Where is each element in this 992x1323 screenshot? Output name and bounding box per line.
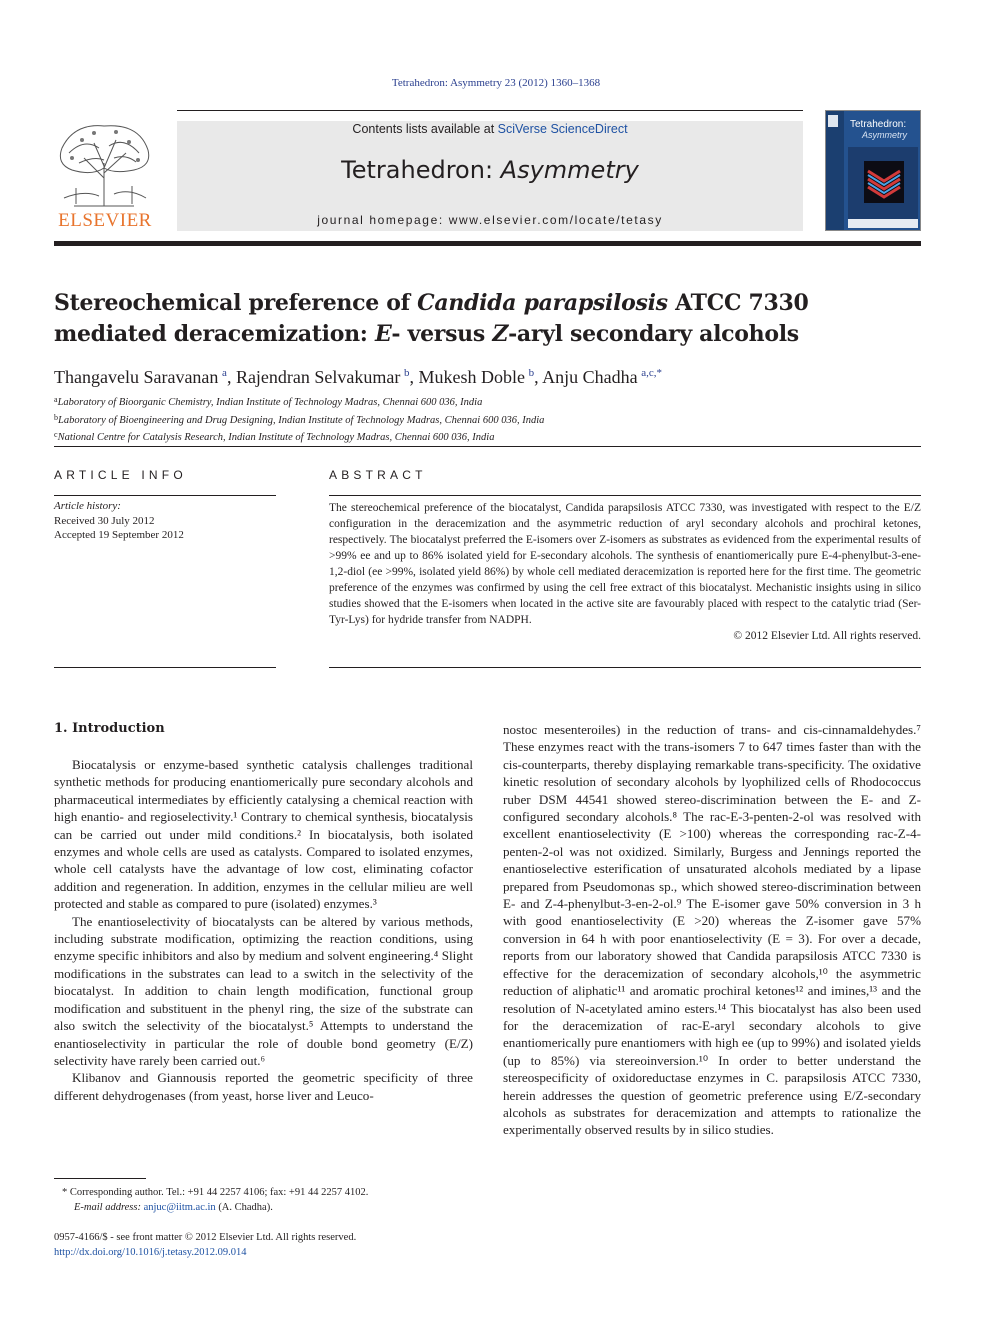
journal-name-italic: Asymmetry	[500, 156, 639, 184]
article-info-heading: ARTICLE INFO	[54, 468, 187, 482]
contents-line	[177, 121, 803, 137]
article-history	[54, 499, 276, 543]
author-affil-ref[interactable]: a,c,*	[641, 367, 662, 379]
intro-paragraph: Klibanov and Giannousis reported the geometric specificity of three different dehydrogenases (from yeast, horse liver and Leuco-	[54, 1070, 473, 1103]
affiliation-mark: c	[54, 430, 58, 439]
affiliation	[54, 393, 914, 411]
contents-prefix: Contents lists available at	[352, 122, 498, 136]
author-name[interactable]: Thangavelu Saravanan	[54, 367, 219, 387]
journal-name-main: Tetrahedron:	[341, 156, 501, 184]
title-part: - versus	[391, 321, 493, 347]
affiliation-rule	[54, 446, 921, 447]
journal-citation[interactable]: Tetrahedron: Asymmetry 23 (2012) 1360–1368	[391, 77, 601, 89]
email-line	[54, 1200, 474, 1215]
abstract-bottom-rule	[329, 667, 921, 668]
footnote-rule	[54, 1178, 146, 1179]
abstract-copyright: © 2012 Elsevier Ltd. All rights reserved.	[733, 630, 921, 642]
article-info-rule	[54, 495, 276, 496]
sciencedirect-link[interactable]: SciVerse ScienceDirect	[497, 122, 628, 136]
email-suffix: (A. Chadha).	[215, 1202, 273, 1213]
author-sep: ,	[226, 367, 236, 387]
doi-link[interactable]: http://dx.doi.org/10.1016/j.tetasy.2012.09.014	[54, 1247, 247, 1258]
affiliation	[54, 428, 914, 446]
affiliation-list	[54, 393, 914, 446]
header-rule	[177, 110, 803, 111]
email-link[interactable]: anjuc@iitm.ac.in	[143, 1202, 216, 1213]
author-sep: ,	[409, 367, 419, 387]
intro-heading: 1. Introduction	[54, 721, 165, 736]
cover-subtitle-text: Asymmetry	[862, 130, 907, 140]
affiliation-text: Laboratory of Bioengineering and Drug Designing, Indian Institute of Technology Madras, Chennai 600 036, India	[58, 414, 545, 426]
abstract-heading: ABSTRACT	[329, 468, 427, 482]
right-column	[503, 721, 921, 1139]
journal-cover-thumbnail[interactable]	[825, 110, 921, 231]
cover-title	[850, 119, 907, 141]
affiliation	[54, 411, 914, 429]
email-label: E-mail address:	[74, 1202, 144, 1213]
cover-title-text: Tetrahedron:	[850, 119, 907, 130]
corresponding-footnote	[54, 1185, 474, 1215]
journal-homepage[interactable]: journal homepage: www.elsevier.com/locate/tetasy	[317, 213, 663, 227]
author-affil-ref[interactable]: a	[222, 367, 227, 379]
abstract-rule	[329, 495, 921, 496]
author-list	[54, 360, 914, 390]
author-affil-ref[interactable]: b	[404, 367, 410, 379]
journal-name	[177, 156, 803, 184]
title-part: -aryl secondary alcohols	[508, 321, 799, 347]
intro-paragraph-continued: nostoc mesenteroiles) in the reduction of trans- and cis-cinnamaldehydes.⁷ These enzymes react with the trans-isomers 7 to 647 times faster than with the cis-counterparts, thereby displaying remarkable trans-specificity. The oxidative kinetic resolution of secondary alcohols by lyophilized cells of Rhodococcus ruber DSM 44541 showed stereo-discrimination between the E- and Z-configured secondary alcohols.⁸ The rac-E-3-penten-2-ol was resolved with excellent enantioselectivity (E >100) whereas the corresponding rac-Z-4-penten-2-ol was not oxidized. Similarly, Burgess and Jennings reported the enantioselective esterification of unsaturated alcohols mediated by a lipase prepared from Pseudomonas sp., which showed stereo-discrimination between E- and Z-4-phenylbut-3-en-2-ol.⁹ The E-isomer gave 50% conversion in 3 h with good enantioselectivity (E >20) whereas the Z-isomer gave 57% conversion in 64 h with poor enantioselectivity (E = 3). For over a decade, reports from our laboratory showed that Candida parapsilosis ATCC 7330 is effective for the deracemization of secondary alcohols,¹⁰ the asymmetric reduction of aliphatic¹¹ and aromatic prochiral ketones¹² and imines,¹³ and the resolution of N-acetylated amino esters.¹⁴ This biocatalyst has also been used for the deracemization of rac-E-aryl secondary alcohols to give enantiomerically pure enantiomers with high ee (up to 99%) and isolated yields (up to 85%) via stereoinversion.¹⁰ In order to better understand the stereospecificity of oxidoreductase enzymes in C. parapsilosis ATCC 7330, herein addresses the question of geometric preference using E/Z-secondary alcohols as substrates for deracemization and attempts to rationalize the experimentally observed results by in silico studies.	[503, 722, 921, 1138]
abstract-text: The stereochemical preference of the biocatalyst, Candida parapsilosis ATCC 7330, was investigated with respect to the E/Z configuration in the deracemization and the asymmetric reduction of aryl secondary alcohols and prochiral ketones, respectively. The biocatalyst preferred the E-isomers over Z-isomers as substrates as evidenced from the experimental results of >99% ee and up to 86% isolated yield for E-secondary alcohols. The synthesis of enantiomerically pure E-4-phenylbut-3-ene-1,2-diol (ee >99%, isolated yield 86%) by whole cell mediated deracemization is reported here for the first time. The geometric preference of the enzymes was confirmed by using the cell free extract of this biocatalyst. Mechanistic insights using in silico studies showed that the E-isomers when located in the active site are favourably placed with respect to the catalytic triad (Ser-Tyr-Lys) for hydride transfer from NADPH.	[329, 502, 921, 626]
received-date: Received 30 July 2012	[54, 514, 155, 527]
title-e: E	[374, 321, 392, 347]
article-info-bottom-rule	[54, 667, 276, 668]
article-title	[54, 288, 914, 350]
title-species: Candida parapsilosis	[417, 290, 668, 316]
intro-paragraph: Biocatalysis or enzyme-based synthetic catalysis challenges traditional synthetic methods for producing enantiomerically pure secondary alcohols and pharmaceutical intermediates by efficiently catalysing a chemical reaction with high enantio- and regioselectivity.¹ Contrary to chemical synthesis, biocatalysis can be carried out under mild conditions.² In biocatalysis, both isolated enzymes and whole cells are used as catalysts. Compared to isolated enzymes, whole cell catalysts have the advantage of low cost, eliminating cofactor addition and regeneration. In addition, enzymes in the cellular milieu are well protected and stable as compared to pure (isolated) enzymes.³	[54, 757, 473, 912]
issn-line: 0957-4166/$ - see front matter © 2012 Elsevier Ltd. All rights reserved.	[54, 1232, 357, 1243]
history-label: Article history:	[54, 500, 121, 512]
accepted-date: Accepted 19 September 2012	[54, 529, 184, 541]
title-part: ATCC 7330 mediated deracemization:	[54, 290, 809, 347]
abstract-body	[329, 500, 921, 644]
affiliation-mark: a	[54, 395, 58, 404]
author-name[interactable]: Mukesh Doble	[418, 367, 525, 387]
author-name[interactable]: Rajendran Selvakumar	[235, 367, 401, 387]
elsevier-logo	[54, 118, 156, 234]
author-sep: ,	[534, 367, 543, 387]
affiliation-text: Laboratory of Bioorganic Chemistry, Indian Institute of Technology Madras, Chennai 600 036, India	[57, 397, 483, 408]
left-column	[54, 756, 473, 1104]
intro-paragraph: The enantioselectivity of biocatalysts can be altered by various methods, including substrate modification, optimizing the reaction conditions, using enzyme specific inhibitors and also by medium and solvent engineering.⁴ Slight modifications in the substrates can lead to a switch in the selectivity of the biocatalyst. In addition to chain length modification, functional group modification and substituent in the phenyl ring, the size of the substrate can also switch the selectivity of the biocatalyst.⁵ Attempts to understand the enantioselectivity in particular the role of double bond geometry (E/Z) selectivity have rarely been carried out.⁶	[54, 913, 473, 1068]
elsevier-tree-icon	[54, 118, 154, 208]
author-affil-ref[interactable]: b	[528, 367, 535, 379]
journal-masthead	[177, 121, 803, 231]
affiliation-text: National Centre for Catalysis Research, Indian Institute of Technology Madras, Chennai 600 036, India	[57, 432, 495, 443]
header-thick-rule	[54, 241, 921, 246]
title-z: Z	[492, 321, 509, 347]
title-part: Stereochemical preference of	[54, 290, 418, 316]
affiliation-mark: b	[54, 412, 58, 422]
author-name[interactable]: Anju Chadha	[542, 367, 638, 387]
publisher-name: ELSEVIER	[58, 210, 152, 231]
page-footer	[54, 1230, 474, 1260]
corresponding-author: * Corresponding author. Tel.: +91 44 2257 4106; fax: +91 44 2257 4102.	[62, 1187, 369, 1198]
